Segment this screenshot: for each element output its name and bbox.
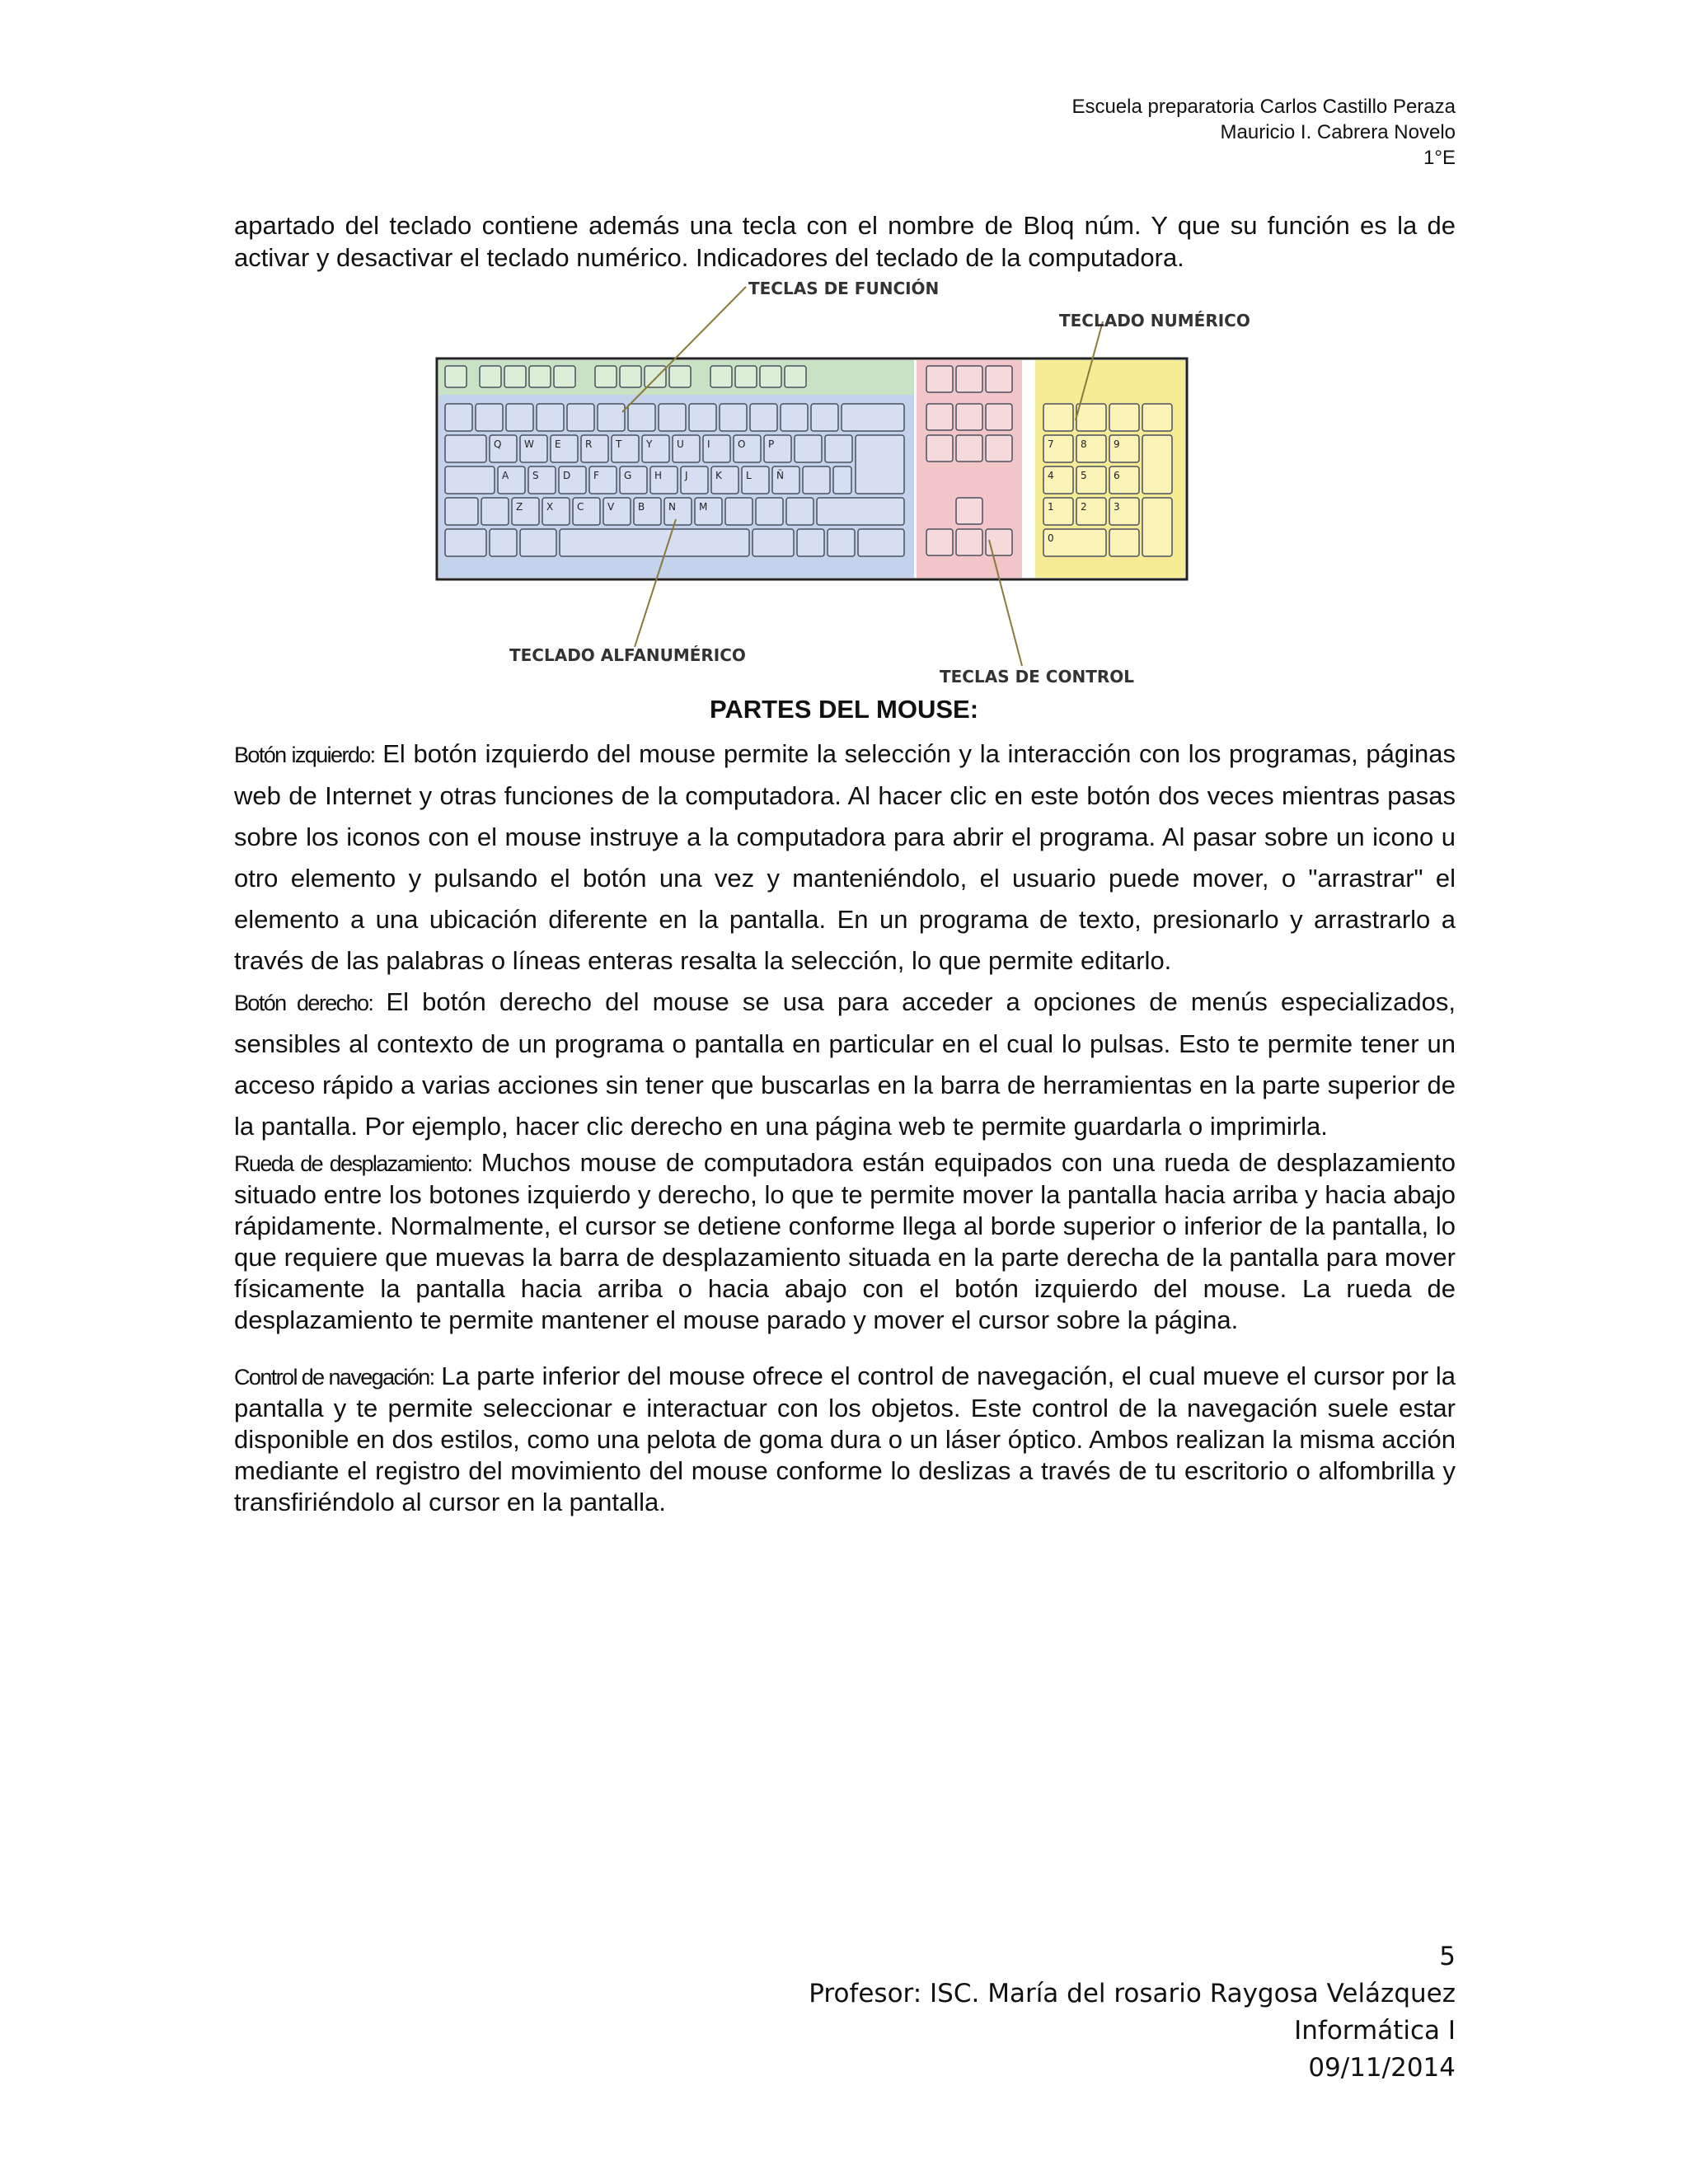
key-label: C: [577, 501, 584, 513]
control-key: [956, 498, 982, 524]
num-lock-key: [1043, 404, 1073, 431]
function-key: [529, 366, 551, 387]
key-label: K: [715, 470, 722, 481]
number-key: [659, 404, 686, 431]
left-button-text: El botón izquierdo del mouse permite la selección y la interacción con los programas, páginas web de Internet y otras funciones de la computadora. Al hacer clic en este botón dos veces mientras pasas sobre los iconos con el mouse instruye a la computadora para abrir el programa. Al pasar sobre un icono u otro elemento y pulsando el botón una vez y manteniéndolo, el usuario puede mover, o "arrastrar" el elemento a una ubicación diferente en la pantalla. En un programa de texto, presionarlo y arrastrarlo a través de las palabras o líneas enteras resalta la selección, lo que permite editarlo.: [234, 739, 1456, 975]
page-header: [1071, 94, 1456, 171]
teacher-name: Profesor: ISC. María del rosario Raygosa Velázquez: [809, 1979, 1456, 2008]
numpad-key: [1109, 529, 1139, 556]
backspace-key: [842, 404, 904, 431]
control-key: [956, 366, 982, 392]
key-label: Z: [516, 501, 523, 513]
label-control-keys: TECLAS DE CONTROL: [940, 667, 1135, 687]
tab-key: [445, 435, 486, 462]
key-label: G: [624, 470, 632, 481]
caps-lock-key: [445, 466, 495, 494]
space-key: [560, 529, 749, 556]
control-key: [926, 529, 953, 555]
control-key: [986, 404, 1012, 430]
number-key: [476, 404, 503, 431]
windows-key: [490, 529, 517, 556]
function-key: [645, 366, 666, 387]
key-label: Q: [494, 438, 502, 450]
key-label: P: [768, 438, 775, 450]
function-key: [710, 366, 732, 387]
key-label: W: [524, 438, 534, 450]
key-label: B: [638, 501, 645, 513]
key-label: A: [502, 470, 509, 481]
key-label: D: [563, 470, 571, 481]
number-key: [445, 404, 472, 431]
numpad-key: [1109, 404, 1139, 431]
key-label: J: [685, 470, 688, 481]
function-key: [504, 366, 526, 387]
key-label: U: [677, 438, 684, 450]
number-key: [567, 404, 594, 431]
alt-key: [520, 529, 556, 556]
navigation-control-paragraph: [234, 1361, 1456, 1518]
right-button-paragraph: [234, 982, 1456, 1147]
key-label: O: [738, 438, 746, 450]
key: [795, 435, 822, 462]
key-label: N: [668, 501, 676, 513]
number-key: [781, 404, 808, 431]
key-label: 3: [1114, 501, 1120, 513]
page-number: 5: [1439, 1942, 1456, 1971]
key-label: 1: [1048, 501, 1054, 513]
control-key: [986, 435, 1012, 462]
scroll-wheel-text: Muchos mouse de computadora están equipados con una rueda de desplazamiento situado entre los botones izquierdo y derecho, lo que te permite mover la pantalla hacia arriba y hacia abajo rápidamente. Normalmente, el cursor se detiene conforme llega al borde superior o inferior de la pantalla, lo que requiere que muevas la barra de desplazamiento situada en la parte derecha de la pantalla para mover físicamente la pantalla hacia arriba o hacia abajo con el botón izquierdo del mouse. La rueda de desplazamiento te permite mantener el mouse parado y mover el cursor sobre la página.: [234, 1148, 1456, 1334]
label-alphanumeric: TECLADO ALFANUMÉRICO: [509, 645, 746, 665]
control-key: [956, 529, 982, 555]
key-label: Ñ: [776, 470, 784, 481]
function-key: [595, 366, 617, 387]
right-button-text: El botón derecho del mouse se usa para acceder a opciones de menús especializados, sensibles al contexto de un programa o pantalla en particular en el cual lo pulsas. Esto te permite tener un acceso rápido a varias acciones sin tener que buscarlas en la barra de herramientas en la parte superior de la pantalla. Por ejemplo, hacer clic derecho en una página web te permite guardarla o imprimirla.: [234, 987, 1456, 1141]
key-label: 5: [1081, 470, 1087, 481]
key-label: R: [585, 438, 593, 450]
key-label: 4: [1048, 470, 1054, 481]
key-label: 0: [1048, 532, 1054, 544]
key-label: M: [699, 501, 708, 513]
numpad-enter-key: [1142, 498, 1172, 556]
scroll-wheel-paragraph: [234, 1147, 1456, 1336]
key-label: 2: [1081, 501, 1087, 513]
key-label: V: [607, 501, 615, 513]
function-key: [760, 366, 781, 387]
enter-key: [856, 435, 904, 494]
key-label: T: [616, 438, 622, 450]
alt-gr-key: [753, 529, 794, 556]
key: [725, 498, 753, 525]
control-key: [926, 404, 953, 430]
intro-paragraph: apartado del teclado contiene además una tecla con el nombre de Bloq núm. Y que su función es la de activar y desactivar el teclado numérico. Indicadores del teclado de la computadora.: [234, 211, 1456, 272]
number-key: [720, 404, 747, 431]
key-label: Y: [646, 438, 653, 450]
control-key: [956, 404, 982, 430]
function-key: [445, 366, 467, 387]
navigation-control-text: La parte inferior del mouse ofrece el control de navegación, el cual mueve el cursor por la pantalla y te permite seleccionar e interactuar con los objetos. Este control de la navegación suele estar disponible en dos estilos, como una pelota de goma dura o un láser óptico. Ambos realizan la misma acción mediante el registro del movimiento del mouse conforme lo deslizas a través de tu escritorio o alfombrilla y transfiriéndolo al cursor en la pantalla.: [234, 1361, 1456, 1516]
control-key: [926, 366, 953, 392]
function-key: [669, 366, 691, 387]
function-key: [735, 366, 757, 387]
key-label: H: [654, 470, 663, 481]
subject-name: Informática I: [1294, 2016, 1456, 2046]
numpad-key: [1076, 404, 1106, 431]
mouse-parts-body: [234, 733, 1456, 1518]
number-key: [811, 404, 838, 431]
key: [786, 498, 814, 525]
number-key: [537, 404, 564, 431]
student-name: Mauricio I. Cabrera Novelo: [1220, 121, 1456, 143]
control-key: [956, 435, 982, 462]
document-date: 09/11/2014: [1308, 2053, 1456, 2083]
key-label: 8: [1081, 438, 1087, 450]
keyboard-diagram: [429, 272, 1269, 692]
key: [756, 498, 783, 525]
section-title: PARTES DEL MOUSE:: [709, 695, 979, 724]
menu-key: [828, 529, 855, 556]
key-label: X: [546, 501, 554, 513]
navigation-control-label: Control de navegación:: [234, 1365, 434, 1390]
key: [825, 435, 852, 462]
group-label: 1°E: [1423, 147, 1456, 169]
key-label: F: [593, 470, 599, 481]
left-button-paragraph: [234, 733, 1456, 982]
key: [833, 466, 851, 494]
windows-key: [797, 529, 824, 556]
key-label: 7: [1048, 438, 1054, 450]
key: [803, 466, 830, 494]
right-button-label: Botón derecho:: [234, 991, 373, 1015]
function-key: [554, 366, 575, 387]
numpad-key: [1142, 404, 1172, 431]
label-numeric-keypad: TECLADO NUMÉRICO: [1059, 311, 1250, 330]
number-key: [598, 404, 625, 431]
function-key: [785, 366, 806, 387]
key-label: S: [532, 470, 539, 481]
school-name: Escuela preparatoria Carlos Castillo Peraza: [1071, 96, 1456, 118]
number-key: [506, 404, 533, 431]
number-key: [689, 404, 716, 431]
key-label: E: [555, 438, 561, 450]
shift-key: [817, 498, 904, 525]
key-label: 9: [1114, 438, 1120, 450]
key-label: I: [707, 438, 710, 450]
label-function-keys: TECLAS DE FUNCIÓN: [748, 279, 940, 298]
key-label: L: [746, 470, 752, 481]
number-key: [628, 404, 655, 431]
keyboard-figure: [429, 272, 1269, 692]
function-key: [480, 366, 501, 387]
shift-key: [445, 498, 478, 525]
numpad-plus-key: [1142, 435, 1172, 494]
key-label: 6: [1114, 470, 1120, 481]
control-key: [986, 366, 1012, 392]
page-footer: [809, 1938, 1456, 2087]
ctrl-key: [445, 529, 486, 556]
left-button-label: Botón izquierdo:: [234, 743, 375, 767]
key: [481, 498, 509, 525]
ctrl-key: [858, 529, 904, 556]
scroll-wheel-label: Rueda de desplazamiento:: [234, 1151, 472, 1176]
control-key: [926, 435, 953, 462]
function-key: [620, 366, 641, 387]
number-key: [750, 404, 777, 431]
